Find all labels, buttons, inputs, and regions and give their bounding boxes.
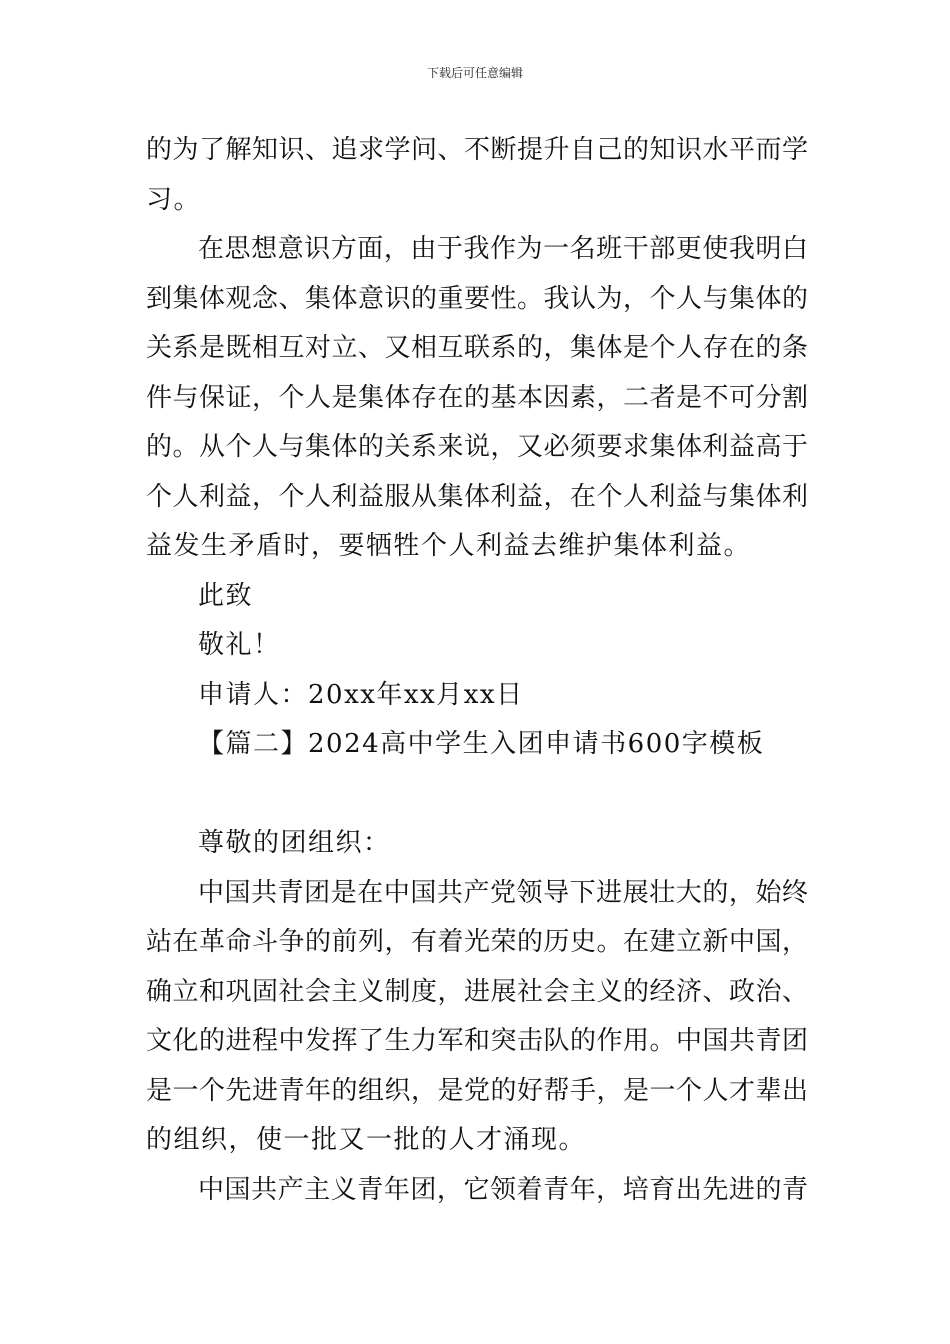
text-line: 此致 xyxy=(198,580,254,611)
text-line: 是一个先进青年的组织，是党的好帮手，是一个人才辈出 xyxy=(146,1075,808,1106)
text-line: 申请人：20xx年xx月xx日 xyxy=(198,679,524,710)
text-line: 的为了解知识、追求学问、不断提升自己的知识水平而学 xyxy=(146,135,808,165)
text-line: 个人利益，个人利益服从集体利益，在个人利益与集体利 xyxy=(146,481,808,512)
document-body xyxy=(146,126,808,1215)
text-line: 尊敬的团组织： xyxy=(198,828,391,858)
text-line: 中国共青团是在中国共产党领导下进展壮大的，始终 xyxy=(198,877,808,908)
text-line: 习。 xyxy=(146,184,202,215)
text-line: 【篇二】2024高中学生入团申请书600字模板 xyxy=(198,729,765,759)
text-line: 的组织，使一批又一批的人才涌现。 xyxy=(146,1125,587,1155)
text-line: 到集体观念、集体意识的重要性。我认为，个人与集体的 xyxy=(146,283,808,314)
text-line: 敬礼！ xyxy=(198,630,281,660)
text-line: 件与保证，个人是集体存在的基本因素，二者是不可分割 xyxy=(146,382,808,413)
paragraph-gap xyxy=(146,770,808,820)
text-line: 文化的进程中发挥了生力军和突击队的作用。中国共青团 xyxy=(146,1026,808,1056)
text-line: 在思想意识方面，由于我作为一名班干部更使我明白 xyxy=(198,234,808,264)
text-line: 中国共产主义青年团，它领着青年，培育出先进的青 xyxy=(198,1174,808,1205)
text-line: 站在革命斗争的前列，有着光荣的历史。在建立新中国， xyxy=(146,927,808,957)
page-header: 下载后可任意编辑 xyxy=(426,66,523,80)
text-line: 确立和巩固社会主义制度，进展社会主义的经济、政治、 xyxy=(146,976,808,1007)
text-line: 关系是既相互对立、又相互联系的，集体是个人存在的条 xyxy=(146,333,808,363)
text-line: 益发生矛盾时，要牺牲个人利益去维护集体利益。 xyxy=(146,531,752,561)
text-line: 的。从个人与集体的关系来说，又必须要求集体利益高于 xyxy=(146,432,808,462)
